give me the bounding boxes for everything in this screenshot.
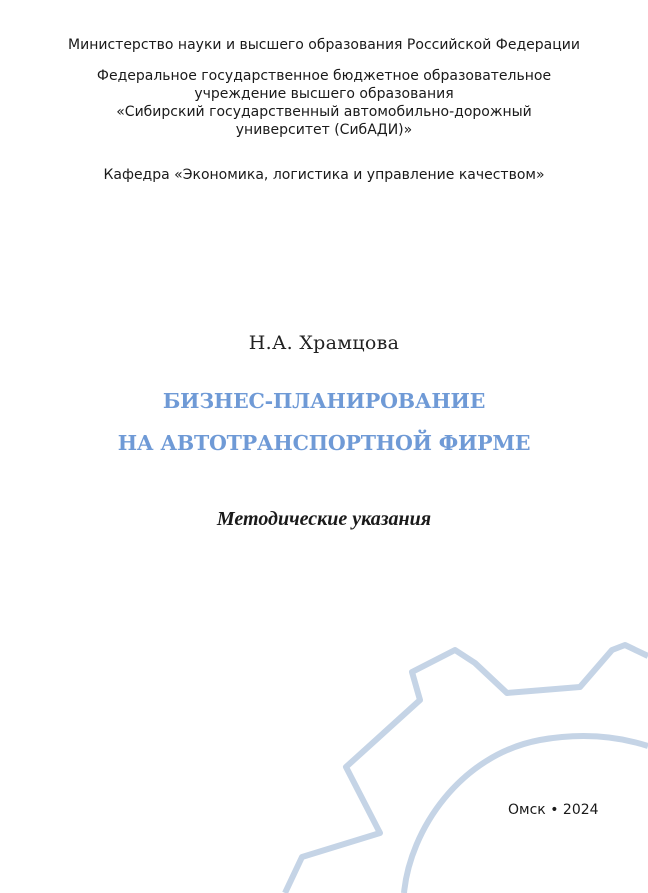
city: Омск [508,802,546,818]
ministry-line: Министерство науки и высшего образования Российской Федерации [68,37,580,53]
separator-dot: • [550,802,559,818]
institution-line: Федеральное государственное бюджетное образовательное [96,68,552,84]
year: 2024 [562,802,599,818]
institution-line: университет (СибАДИ)» [235,122,413,138]
institution-line: «Сибирский государственный автомобильно-дорожный [116,104,532,120]
document-title-line: НА АВТОТРАНСПОРТНОЙ ФИРМЕ [117,431,531,455]
document-type: Методические указания [216,508,432,530]
publication-place-year [508,802,599,818]
institution-line: учреждение высшего образования [194,86,454,102]
department-name [0,166,648,184]
document-title-line: БИЗНЕС-ПЛАНИРОВАНИЕ [162,389,486,413]
ministry-name [0,36,648,54]
institution-name [0,67,648,139]
department-line: Кафедра «Экономика, логистика и управление качеством» [103,167,545,183]
author-name: Н.А. Храмцова [248,332,400,354]
